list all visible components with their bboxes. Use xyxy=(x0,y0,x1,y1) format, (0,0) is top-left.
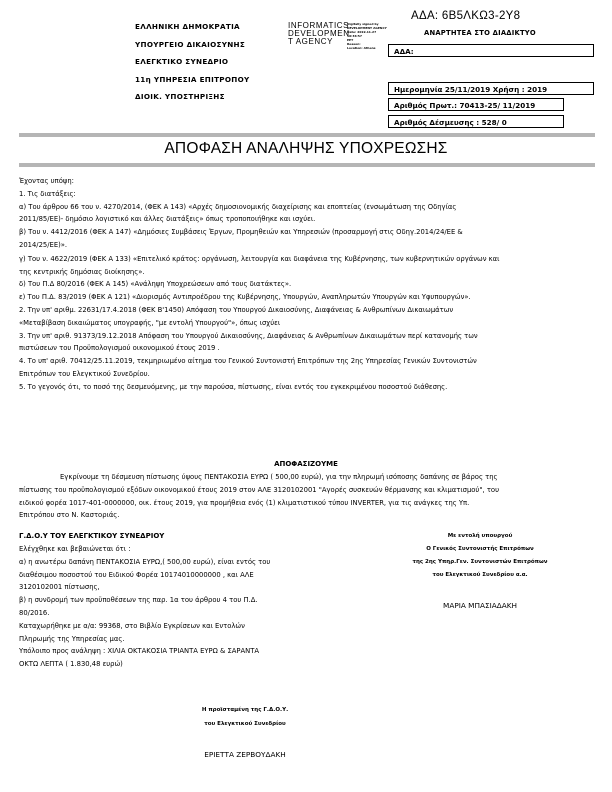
signature-block-left xyxy=(160,703,330,759)
signature-detail: Date: 2019.11.27 10:36:57 xyxy=(347,30,377,38)
signature-line: Η προϊσταμένη της Γ.Δ.Ο.Υ. xyxy=(201,707,289,713)
body-line: β) Του ν. 4412/2016 (ΦΕΚ Α 147) «Δημόσιες Συμβάσεις Έργων, Προμηθειών και Υπηρεσιών (προσαρμογή στις Οδηγ.2014/24/ΕΕ & xyxy=(19,228,463,237)
publish-online-label: ΑΝΑΡΤΗΤΕΑ ΣΤΟ ΔΙΑΔΙΚΤΥΟ xyxy=(424,29,536,37)
gdoy-line: Καταχωρήθηκε με α/α: 99368, στο Βιβλίο Εγκρίσεων και Εντολών xyxy=(19,621,245,630)
header-line-department: ΔΙΟΙΚ. ΥΠΟΣΤΗΡΙΞΗΣ xyxy=(135,92,225,101)
title-divider-top xyxy=(19,133,595,137)
gdoy-section xyxy=(19,543,270,671)
document-title: ΑΠΟΦΑΣΗ ΑΝΑΛΗΨΗΣ ΥΠΟΧΡΕΩΣΗΣ xyxy=(164,140,448,157)
signature-details xyxy=(347,22,392,50)
signature-line: του Ελεγκτικού Συνεδρίου xyxy=(204,721,286,727)
body-line: Επιτρόπων του Ελεγκτικού Συνεδρίου. xyxy=(19,369,150,378)
decision-line: ειδικού φορέα 1017-401-0000000, οικ. έτους 2019, για προμήθεια ενός (1) κλιματιστικού τύπου INVERTER, για τις ανάγκες της Υπ. xyxy=(19,498,470,507)
considerations-section xyxy=(19,175,499,394)
gdoy-line: 80/2016. xyxy=(19,608,50,617)
signatory-name: ΜΑΡΙΑ ΜΠΑΣΙΑΔΑΚΗ xyxy=(443,601,517,610)
protocol-box xyxy=(388,98,564,111)
body-line: 3. Την υπ' αριθ. 91373/19.12.2018 Απόφαση του Υπουργού Δικαιοσύνης, Διαφάνειας & Ανθρωπίνων Δικαιωμάτων περί κατανομής των xyxy=(19,331,478,340)
signature-block-right xyxy=(380,530,580,610)
body-line: 2. Την υπ' αριθμ. 22631/17.4.2018 (ΦΕΚ Β'1450) Απόφαση του Υπουργού Δικαιοσύνης, Διαφάνειας & Ανθρωπίνων Δικαιωμάτων xyxy=(19,305,454,314)
decision-heading: ΑΠΟΦΑΣΙΖΟΥΜΕ xyxy=(274,460,338,468)
body-line: πιστώσεων του Προϋπολογισμού οικονομικού έτους 2019 . xyxy=(19,344,220,353)
agency-logo-line: INFORMATICS xyxy=(288,21,350,30)
gdoy-line: α) η ανωτέρω δαπάνη ΠΕΝΤΑΚΟΣΙΑ ΕΥΡΩ,( 500,00 ευρώ), είναι εντός του xyxy=(19,557,271,566)
body-line: 2014/25/ΕΕ)». xyxy=(19,240,68,249)
body-line: Έχοντας υπόψη: xyxy=(19,177,74,185)
signature-line: της 2ης Υπηρ.Γεν. Συντονιστών Επιτρόπων xyxy=(412,559,548,565)
signature-line: Με εντολή υπουργού xyxy=(447,533,513,539)
agency-logo-line: DEVELOPMEN xyxy=(288,29,350,38)
header-line-court: ΕΛΕΓΚΤΙΚΟ ΣΥΝΕΔΡΙΟ xyxy=(135,57,229,66)
ada-box-label: ΑΔΑ: xyxy=(394,47,414,56)
gdoy-line: Υπόλοιπο προς ανάληψη : ΧΙΛΙΑ ΟΚΤΑΚΟΣΙΑ ΤΡΙΑΝΤΑ ΕΥΡΩ & ΣΑΡΑΝΤΑ xyxy=(19,647,260,656)
gdoy-line: ΟΚΤΩ ΛΕΠΤΑ ( 1.830,48 ευρώ) xyxy=(19,660,123,669)
signature-detail: EET xyxy=(347,38,354,42)
body-line: δ) Του Π.Δ 80/2016 (ΦΕΚ Α 145) «Ανάληψη Υποχρεώσεων από τους διατάκτες». xyxy=(19,280,292,289)
commitment-box xyxy=(388,115,564,128)
body-line: 1. Τις διατάξεις: xyxy=(19,189,76,198)
body-line: της κεντρικής δημόσιας διοίκησης». xyxy=(19,267,145,276)
decision-line: Επιτρόπου στο Ν. Καστοριάς. xyxy=(19,511,120,520)
signature-detail: Reason: xyxy=(347,42,361,46)
header-line-republic: ΕΛΛΗΝΙΚΗ ΔΗΜΟΚΡΑΤΙΑ xyxy=(135,22,240,31)
header-line-ministry: ΥΠΟΥΡΓΕΙΟ ΔΙΚΑΙΟΣΥΝΗΣ xyxy=(135,39,246,49)
gdoy-line: διαθέσιμου ποσοστού του Ειδικού Φορέα 10174010000000 , και ΑΛΕ xyxy=(19,570,254,579)
date-usage: Ημερομηνία 25/11/2019 Χρήση : 2019 xyxy=(394,85,548,94)
gdoy-line: β) η συνδρομή των προϋποθέσεων της παρ. 1α του άρθρου 4 του Π.Δ. xyxy=(19,596,258,605)
signature-detail: Location: Athens xyxy=(347,46,376,50)
body-line: 5. Το γεγονός ότι, το ποσό της δεσμευόμενης, με την παρούσα, πίστωσης, είναι εντός του εγκεκριμένου ποσοστού διάθεσης. xyxy=(19,382,448,391)
body-line: 2011/85/ΕΕ)- δημόσιο λογιστικό και άλλες διατάξεις» όπως τροποποιήθηκε και ισχύει. xyxy=(19,215,316,224)
signature-detail: Digitally signed by xyxy=(347,22,379,26)
header-line-service: 11η ΥΠΗΡΕΣΙΑ ΕΠΙΤΡΟΠΟΥ xyxy=(135,74,250,84)
digital-signature-stamp xyxy=(288,22,350,46)
signature-line: του Ελεγκτικού Συνεδρίου α.α. xyxy=(432,572,528,578)
decision-line: πίστωσης του προϋπολογισμού εξόδων οικονομικού έτους 2019 στον ΑΛΕ 3120102001 "Αγορές συσκευών θέρμανσης και κλιματισμού", του xyxy=(19,485,500,494)
gdoy-line: Ελέγχθηκε και βεβαιώνεται ότι : xyxy=(19,545,131,553)
body-line: «Μεταβίβαση δικαιώματος υπογραφής, "με εντολή Υπουργού"», όπως ισχύει xyxy=(19,318,281,327)
gdoy-line: Πληρωμής της Υπηρεσίας μας. xyxy=(19,634,125,643)
body-line: α) Του άρθρου 66 του ν. 4270/2014, (ΦΕΚ Α 143) «Αρχές δημοσιονομικής διαχείρισης και εποπτείας (ενσωμάτωση της Οδηγίας xyxy=(19,202,457,211)
gdoy-heading: Γ.Δ.Ο.Υ ΤΟΥ ΕΛΕΓΚΤΙΚΟΥ ΣΥΝΕΔΡΙΟΥ xyxy=(19,532,165,540)
decision-section xyxy=(19,471,499,522)
gdoy-line: 3120102001 πίστωσης, xyxy=(19,583,100,592)
issuer-header xyxy=(135,18,250,106)
signature-line: Ο Γενικός Συντονιστής Επιτρόπων xyxy=(426,546,534,552)
signature-detail: DEVELOPMENT AGENCY xyxy=(347,26,387,30)
ada-box xyxy=(388,44,594,57)
body-line: ε) Του Π.Δ. 83/2019 (ΦΕΚ Α 121) «Διορισμός Αντιπροέδρου της Κυβέρνησης, Υπουργών, Αναπληρωτών Υπουργών και Υφυπουργών». xyxy=(19,293,471,302)
signatory-name: ΕΡΙΕΤΤΑ ΖΕΡΒΟΥΔΑΚΗ xyxy=(204,750,286,759)
agency-logo-line: T AGENCY xyxy=(288,37,334,46)
protocol-number: Αριθμός Πρωτ.: 70413-25/ 11/2019 xyxy=(394,101,536,110)
commitment-number: Αριθμός Δέσμευσης : 528/ 0 xyxy=(394,118,507,127)
date-box xyxy=(388,82,594,95)
body-line: 4. Το υπ' αριθ. 70412/25.11.2019, τεκμηριωμένο αίτημα του Γενικού Συντονιστή Επιτρόπων της 2ης Υπηρεσίας Γενικών Συντονιστών xyxy=(19,357,477,366)
ada-code: ΑΔΑ: 6Β5ΛΚΩ3-2Υ8 xyxy=(411,10,521,22)
decision-line: Εγκρίνουμε τη δέσμευση πίστωσης ύψους ΠΕΝΤΑΚΟΣΙΑ ΕΥΡΩ ( 500,00 ευρώ), για την πληρωμή ισόποσης δαπάνης σε βάρος της xyxy=(60,473,498,481)
title-divider-bottom xyxy=(19,163,595,167)
body-line: γ) Του ν. 4622/2019 (ΦΕΚ Α 133) «Επιτελικό κράτος: οργάνωση, λειτουργία και διαφάνεια της Κυβέρνησης, των κυβερνητικών οργάνων και xyxy=(19,254,500,263)
